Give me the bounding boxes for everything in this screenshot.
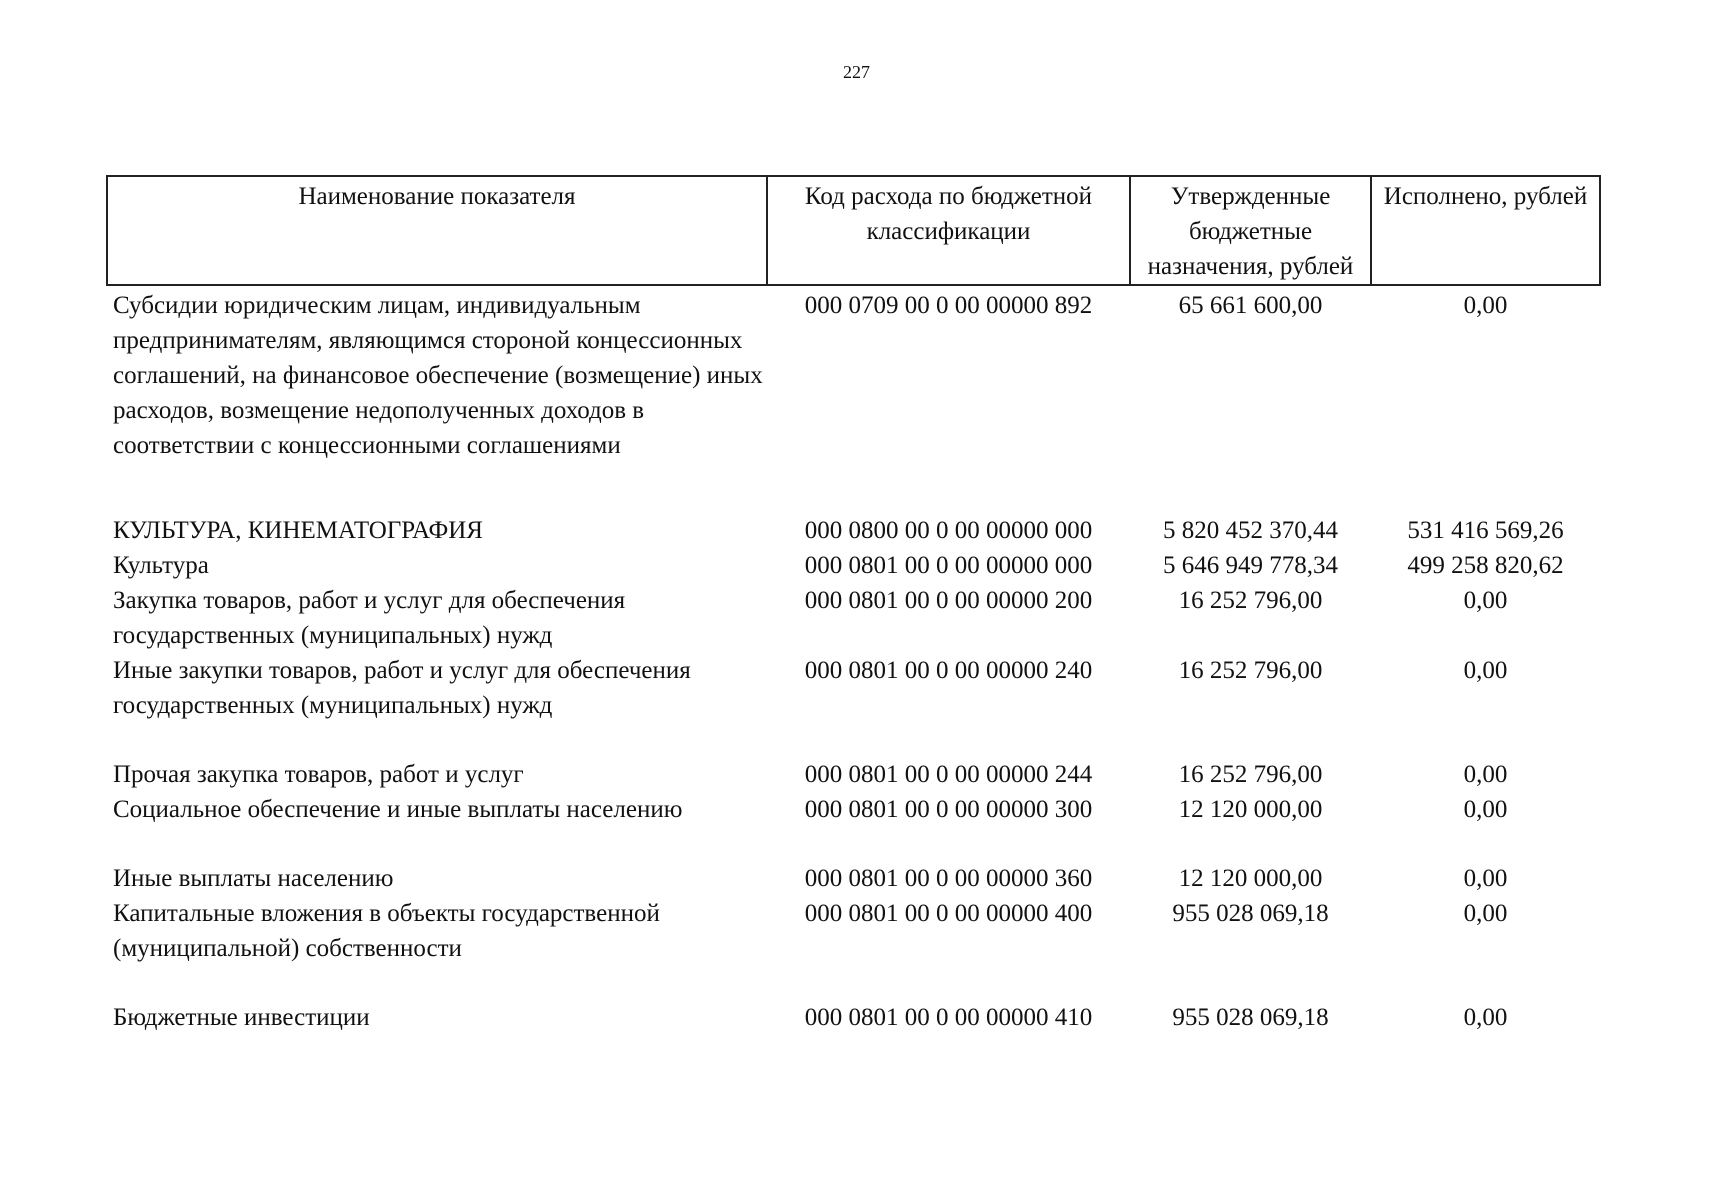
row-approved: 16 252 796,00 (1178, 657, 1323, 684)
budget-table (106, 175, 1601, 1035)
table-row (107, 653, 1600, 723)
row-name: Иные выплаты населению (113, 865, 394, 892)
table-header (107, 176, 1600, 285)
table-row (107, 583, 1600, 653)
table-row (107, 966, 1600, 1035)
row-code: 000 0801 00 0 00 00000 300 (804, 796, 1093, 823)
row-approved: 5 646 949 778,34 (1163, 552, 1338, 579)
row-name: Бюджетные инвестиции (113, 1004, 370, 1031)
row-name: Закупка товаров, работ и услуг для обеспечения государственных (муниципальных) нужд (113, 587, 626, 649)
row-name: Иные закупки товаров, работ и услуг для обеспечения государственных (муниципальных) нужд (113, 657, 691, 719)
row-executed: 0,00 (1463, 865, 1508, 892)
row-approved: 16 252 796,00 (1178, 587, 1323, 614)
row-approved: 12 120 000,00 (1178, 796, 1323, 823)
header-executed: Исполнено, рублей (1371, 176, 1600, 285)
row-name: Капитальные вложения в объекты государственной (муниципальной) собственности (113, 900, 660, 962)
row-approved: 16 252 796,00 (1178, 761, 1323, 788)
table-row (107, 285, 1600, 463)
row-code: 000 0801 00 0 00 00000 410 (804, 1004, 1093, 1031)
row-executed: 0,00 (1463, 796, 1508, 823)
table-body (107, 285, 1600, 1035)
row-code: 000 0801 00 0 00 00000 240 (804, 657, 1093, 684)
header-approved: Утвержденные бюджетные назначения, рублей (1130, 176, 1371, 285)
table-row (107, 723, 1600, 792)
row-executed: 531 416 569,26 (1407, 517, 1564, 544)
row-executed: 0,00 (1463, 657, 1508, 684)
row-code: 000 0800 00 0 00 00000 000 (804, 517, 1093, 544)
row-name: Прочая закупка товаров, работ и услуг (113, 761, 524, 788)
row-code: 000 0801 00 0 00 00000 244 (804, 761, 1093, 788)
row-name: Субсидии юридическим лицам, индивидуальным предпринимателям, являющимся стороной концессионных соглашений, на финансовое обеспечение (возмещение) иных расходов, возмещение недополученных доходов в соответствии с концессионными соглашениями (113, 292, 763, 459)
row-approved: 12 120 000,00 (1178, 865, 1323, 892)
row-executed: 0,00 (1463, 292, 1508, 319)
row-name: Культура (113, 552, 209, 579)
header-code: Код расхода по бюджетной классификации (767, 176, 1130, 285)
row-executed: 0,00 (1463, 761, 1508, 788)
row-executed: 0,00 (1463, 587, 1508, 614)
table-row (107, 463, 1600, 548)
row-executed: 0,00 (1463, 1004, 1508, 1031)
row-code: 000 0801 00 0 00 00000 360 (804, 865, 1093, 892)
table-row (107, 827, 1600, 896)
row-code: 000 0801 00 0 00 00000 200 (804, 587, 1093, 614)
header-name: Наименование показателя (107, 176, 767, 285)
row-code: 000 0709 00 0 00 00000 892 (804, 292, 1093, 319)
row-approved: 955 028 069,18 (1172, 1004, 1329, 1031)
row-code: 000 0801 00 0 00 00000 000 (804, 552, 1093, 579)
table-row (107, 792, 1600, 827)
row-name: Социальное обеспечение и иные выплаты населению (113, 796, 683, 823)
page-number: 227 (843, 62, 870, 82)
row-approved: 955 028 069,18 (1172, 900, 1329, 927)
budget-table-container (106, 175, 1599, 1035)
row-approved: 5 820 452 370,44 (1163, 517, 1338, 544)
table-row (107, 548, 1600, 583)
row-executed: 0,00 (1463, 900, 1508, 927)
row-name: КУЛЬТУРА, КИНЕМАТОГРАФИЯ (113, 517, 483, 544)
row-code: 000 0801 00 0 00 00000 400 (804, 900, 1093, 927)
row-approved: 65 661 600,00 (1178, 292, 1323, 319)
header-row (107, 176, 1600, 285)
table-row (107, 896, 1600, 966)
row-executed: 499 258 820,62 (1407, 552, 1564, 579)
